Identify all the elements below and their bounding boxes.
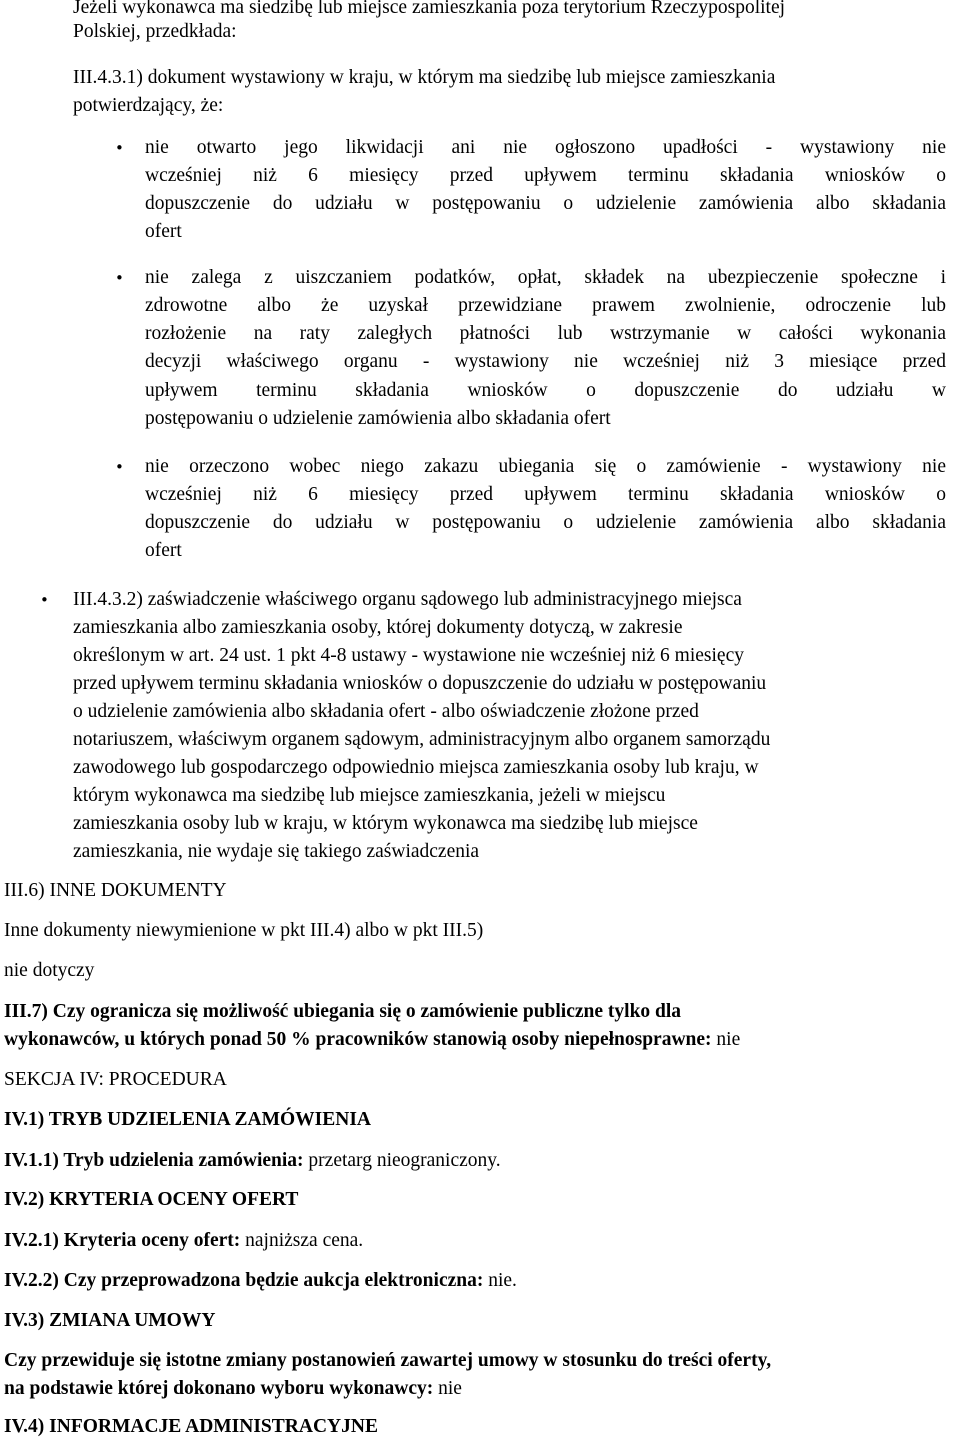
intro-line-2: Polskiej, przedkłada:	[73, 21, 237, 42]
section-3-4-3-2-line-1: III.4.3.2) zaświadczenie właściwego organu sądowego lub administracyjnego miejsca	[73, 589, 742, 610]
section-3-7-question-line-2: wykonawców, u których ponad 50 % pracowników stanowią osoby niepełnosprawne: nie	[4, 1029, 741, 1050]
section-4-1-1-value: przetarg nieograniczony.	[303, 1150, 501, 1171]
section-4-2-2-value: nie.	[483, 1270, 517, 1291]
section-3-4-3-2-line-9: zamieszkania osoby lub w kraju, w którym wykonawca ma siedzibę lub miejsce	[73, 813, 698, 834]
bullet-3-line-2: wcześniej niż 6 miesięcy przed upływem terminu składania wniosków o	[145, 484, 946, 505]
bullet-3-line-3: dopuszczenie do udziału w postępowaniu o udzielenie zamówienia albo składania	[145, 512, 946, 533]
bullet-icon: •	[40, 591, 49, 609]
section-3-4-3-2-line-6: notariuszem, właściwym organem sądowym, administracyjnym albo organem samorządu	[73, 729, 771, 750]
bullet-2-line-5: upływem terminu składania wniosków o dopuszczenie do udziału w	[145, 380, 946, 401]
section-4-2-heading: IV.2) KRYTERIA OCENY OFERT	[4, 1189, 299, 1210]
section-3-4-3-1-line-1: III.4.3.1) dokument wystawiony w kraju, w którym ma siedzibę lub miejsce zamieszkania	[73, 67, 776, 88]
bullet-2-line-6: postępowaniu o udzielenie zamówienia albo składania ofert	[145, 408, 611, 429]
section-4-3-question-line-2: na podstawie której dokonano wyboru wykonawcy: nie	[4, 1378, 462, 1399]
section-3-4-3-2-line-4: przed upływem terminu składania wniosków o dopuszczenie do udziału w postępowaniu	[73, 673, 767, 694]
bullet-2-line-1: nie zalega z uiszczaniem podatków, opłat, składek na ubezpieczenie społeczne i	[145, 267, 946, 288]
section-3-7-answer: nie	[711, 1029, 741, 1050]
bullet-icon: •	[115, 269, 124, 287]
section-3-4-3-2-line-5: o udzielenie zamówienia albo składania ofert - albo oświadczenie złożone przed	[73, 701, 699, 722]
section-4-4-heading: IV.4) INFORMACJE ADMINISTRACYJNE	[4, 1416, 378, 1437]
section-4-1-heading: IV.1) TRYB UDZIELENIA ZAMÓWIENIA	[4, 1109, 372, 1130]
section-4-3-heading: IV.3) ZMIANA UMOWY	[4, 1310, 216, 1331]
bullet-1-line-1: nie otwarto jego likwidacji ani nie ogłoszono upadłości - wystawiony nie	[145, 137, 946, 158]
section-4-1-1-row: IV.1.1) Tryb udzielenia zamówienia: przetarg nieograniczony.	[4, 1150, 501, 1171]
bullet-2-line-4: decyzji właściwego organu - wystawiony nie wcześniej niż 3 miesiące przed	[145, 351, 946, 372]
section-4-3-question-line-1: Czy przewiduje się istotne zmiany postanowień zawartej umowy w stosunku do treści oferty,	[4, 1350, 772, 1371]
section-3-6-text: Inne dokumenty niewymienione w pkt III.4) albo w pkt III.5)	[4, 920, 484, 941]
section-3-4-3-2-line-8: którym wykonawca ma siedzibę lub miejsce zamieszkania, jeżeli w miejscu	[73, 785, 666, 806]
section-3-6-value: nie dotyczy	[4, 960, 95, 981]
bullet-1-line-4: ofert	[145, 221, 182, 242]
section-4-3-answer: nie	[433, 1378, 462, 1399]
bullet-icon: •	[115, 139, 124, 157]
bullet-3-line-4: ofert	[145, 540, 182, 561]
bullet-icon: •	[115, 458, 124, 476]
section-3-7-question-line-1: III.7) Czy ogranicza się możliwość ubiegania się o zamówienie publiczne tylko dla	[4, 1001, 682, 1022]
bullet-1-line-2: wcześniej niż 6 miesięcy przed upływem terminu składania wniosków o	[145, 165, 946, 186]
section-4-heading: SEKCJA IV: PROCEDURA	[4, 1069, 227, 1090]
section-3-4-3-2-line-2: zamieszkania albo zamieszkania osoby, której dokumenty dotyczą, w zakresie	[73, 617, 683, 638]
section-3-4-3-2-line-10: zamieszkania, nie wydaje się takiego zaświadczenia	[73, 841, 480, 862]
bullet-1-line-3: dopuszczenie do udziału w postępowaniu o udzielenie zamówienia albo składania	[145, 193, 946, 214]
section-3-4-3-2-line-7: zawodowego lub gospodarczego odpowiednio miejsca zamieszkania osoby lub kraju, w	[73, 757, 759, 778]
section-3-6-heading: III.6) INNE DOKUMENTY	[4, 880, 227, 901]
section-3-4-3-1-line-2: potwierdzający, że:	[73, 95, 224, 116]
section-4-2-1-row: IV.2.1) Kryteria oceny ofert: najniższa cena.	[4, 1230, 364, 1251]
bullet-2-line-3: rozłożenie na raty zaległych płatności lub wstrzymanie w całości wykonania	[145, 323, 946, 344]
intro-line-1: Jeżeli wykonawca ma siedzibę lub miejsce zamieszkania poza terytorium Rzeczypospolitej	[73, 0, 786, 18]
section-4-2-2-row: IV.2.2) Czy przeprowadzona będzie aukcja elektroniczna: nie.	[4, 1270, 517, 1291]
section-3-4-3-2-line-3: określonym w art. 24 ust. 1 pkt 4-8 ustawy - wystawione nie wcześniej niż 6 miesięcy	[73, 645, 744, 666]
section-4-2-1-value: najniższa cena.	[240, 1230, 364, 1251]
bullet-2-line-2: zdrowotne albo że uzyskał przewidziane prawem zwolnienie, odroczenie lub	[145, 295, 946, 316]
bullet-3-line-1: nie orzeczono wobec niego zakazu ubiegania się o zamówienie - wystawiony nie	[145, 456, 946, 477]
